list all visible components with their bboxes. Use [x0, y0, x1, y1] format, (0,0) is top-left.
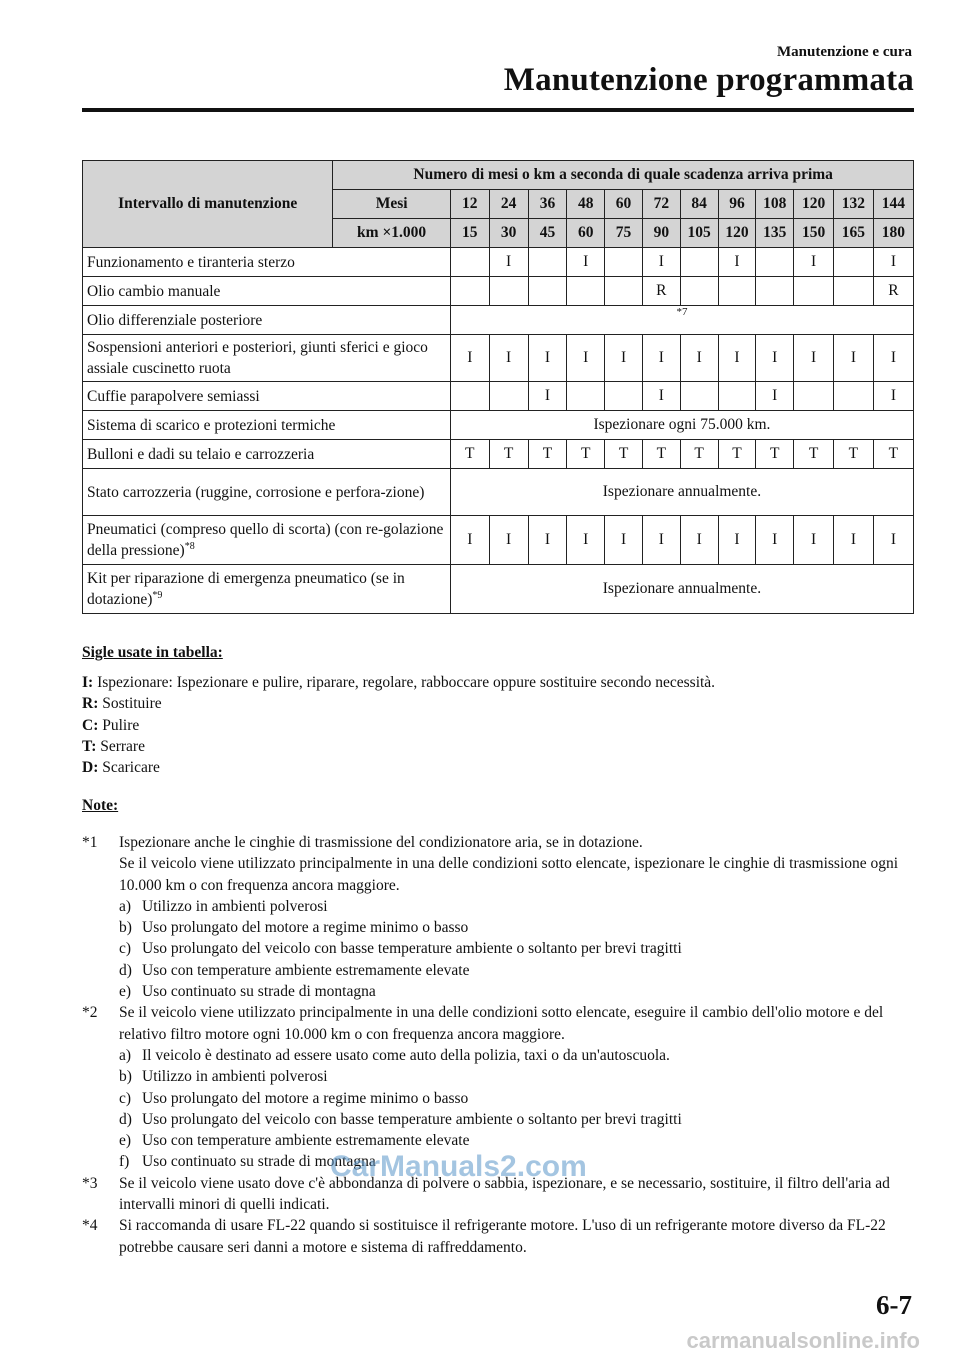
- subitem-letter: a): [119, 897, 132, 915]
- km-header: 90: [642, 219, 680, 248]
- footnote-subitem: [119, 1088, 914, 1109]
- legend-item: [82, 736, 914, 757]
- schedule-cell: [528, 248, 567, 277]
- schedule-cell: I: [489, 335, 528, 382]
- maintenance-item: [83, 565, 451, 614]
- schedule-span-cell: Ispezionare annualmente.: [450, 565, 913, 614]
- table-row: [83, 565, 914, 614]
- schedule-cell: I: [873, 248, 913, 277]
- footnote-ref: *9: [152, 589, 163, 601]
- schedule-cell: I: [873, 516, 913, 565]
- schedule-cell: [567, 382, 605, 411]
- footer-site: carmanualsonline.info: [686, 1328, 920, 1353]
- subitem-letter: d): [119, 1110, 132, 1128]
- footnote-subitem: [119, 1066, 914, 1087]
- legend-title: Sigle usate in tabella:: [82, 644, 223, 661]
- subitem-letter: d): [119, 961, 132, 979]
- month-header: 120: [794, 190, 834, 219]
- month-header: 108: [756, 190, 794, 219]
- legend-key: T:: [82, 737, 97, 755]
- legend-text: Serrare: [100, 737, 145, 755]
- schedule-cell: I: [756, 382, 794, 411]
- legend-item: [82, 693, 914, 714]
- maintenance-item-label: Stato carrozzeria (ruggine, corrosione e perfora-zione): [87, 483, 425, 501]
- footnote-mark: *4: [82, 1217, 98, 1235]
- schedule-cell: [450, 382, 489, 411]
- legend-text: Sostituire: [102, 695, 162, 713]
- maintenance-item-label: Bulloni e dadi su telaio e carrozzeria: [87, 445, 315, 463]
- section-header: Manutenzione e cura: [777, 44, 912, 60]
- interval-header: Numero di mesi o km a seconda di quale scadenza arriva prima: [333, 161, 914, 190]
- maintenance-item: [83, 248, 451, 277]
- month-header: 132: [833, 190, 873, 219]
- footnote-body: [119, 832, 914, 1002]
- maintenance-item: [83, 411, 451, 440]
- schedule-cell: [833, 248, 873, 277]
- schedule-cell: [567, 277, 605, 306]
- footnote-line: Se il veicolo viene utilizzato principalmente in una delle condizioni sotto elencate, eseguire il cambio dell'olio motore e del relativo filtro motore ogni 10.000 km o con frequenza ancora maggiore.: [119, 1004, 884, 1043]
- maintenance-item: [83, 335, 451, 382]
- table-row: [83, 382, 914, 411]
- schedule-cell: I: [756, 335, 794, 382]
- km-label: km ×1.000: [333, 219, 451, 248]
- schedule-cell: I: [567, 248, 605, 277]
- subitem-letter: f): [119, 1153, 130, 1171]
- schedule-cell: [450, 248, 489, 277]
- page-title: Manutenzione programmata: [503, 62, 914, 98]
- month-header: 84: [680, 190, 718, 219]
- schedule-cell: I: [642, 248, 680, 277]
- schedule-cell: [756, 248, 794, 277]
- schedule-cell: I: [833, 335, 873, 382]
- table-row: [83, 440, 914, 469]
- km-header: 30: [489, 219, 528, 248]
- maintenance-item-label: Sospensioni anteriori e posteriori, giunti sferici e gioco assiale cuscinetto ruota: [87, 339, 428, 377]
- km-header: 165: [833, 219, 873, 248]
- km-header: 135: [756, 219, 794, 248]
- schedule-cell: I: [450, 335, 489, 382]
- table-row: [83, 277, 914, 306]
- maintenance-schedule-table: [82, 160, 914, 614]
- schedule-cell: T: [873, 440, 913, 469]
- schedule-cell: I: [489, 248, 528, 277]
- subitem-text: Uso con temperature ambiente estremamente elevate: [142, 961, 470, 979]
- subitem-letter: b): [119, 1068, 132, 1086]
- subitem-text: Utilizzo in ambienti polverosi: [142, 1068, 328, 1086]
- notes-title: Note:: [82, 797, 119, 814]
- legend-text: Ispezionare: Ispezionare e pulire, riparare, regolare, rabboccare oppure sostituire secondo necessità.: [97, 674, 716, 691]
- subitem-text: Uso prolungato del motore a regime minimo o basso: [142, 919, 469, 937]
- schedule-cell: I: [756, 516, 794, 565]
- corner-header: Intervallo di manutenzione: [83, 161, 333, 248]
- subitem-letter: b): [119, 919, 132, 937]
- legend-key: D:: [82, 759, 99, 777]
- km-header: 120: [718, 219, 756, 248]
- schedule-cell: [680, 382, 718, 411]
- table-row: [83, 411, 914, 440]
- table-row: [83, 248, 914, 277]
- maintenance-item: [83, 277, 451, 306]
- legend: [82, 644, 914, 778]
- schedule-cell: [794, 277, 834, 306]
- footnote-body: [119, 1002, 914, 1172]
- schedule-cell: I: [794, 335, 834, 382]
- month-header: 72: [642, 190, 680, 219]
- schedule-cell: T: [450, 440, 489, 469]
- maintenance-item-label: Pneumatici (compreso quello di scorta) (con re-golazione della pressione): [87, 521, 444, 559]
- subitem-text: Uso continuato su strade di montagna: [142, 983, 376, 1001]
- schedule-cell: [680, 248, 718, 277]
- schedule-cell: I: [718, 335, 756, 382]
- footnote-subitem: [119, 981, 914, 1002]
- subitem-letter: e): [119, 983, 132, 1001]
- schedule-cell: I: [794, 248, 834, 277]
- footnote-subitem: [119, 896, 914, 917]
- footnote-line: Ispezionare anche le cinghie di trasmissione del condizionatore aria, se in dotazione.: [119, 834, 643, 851]
- maintenance-item: [83, 306, 451, 335]
- schedule-cell: I: [718, 516, 756, 565]
- schedule-cell: I: [489, 516, 528, 565]
- schedule-cell: T: [489, 440, 528, 469]
- schedule-cell: T: [833, 440, 873, 469]
- legend-item: [82, 715, 914, 736]
- legend-key: I:: [82, 674, 94, 691]
- month-header: 60: [605, 190, 643, 219]
- table-row: [83, 469, 914, 516]
- schedule-cell: [718, 277, 756, 306]
- schedule-cell: I: [873, 335, 913, 382]
- maintenance-item: [83, 440, 451, 469]
- subitem-text: Uso continuato su strade di montagna: [142, 1153, 376, 1171]
- table-header: [83, 161, 914, 248]
- schedule-cell: [718, 382, 756, 411]
- footnote: [82, 1215, 914, 1258]
- header-rule: [82, 108, 914, 112]
- footnote-body: [119, 1215, 914, 1258]
- schedule-cell: [450, 277, 489, 306]
- footnote-line: Se il veicolo viene usato dove c'è abbondanza di polvere o sabbia, ispezionare, e se necessario, sostituire, il filtro dell'aria ad intervalli minori di quelli indicati.: [119, 1174, 890, 1214]
- footnote-mark: *2: [82, 1004, 98, 1022]
- subitem-letter: a): [119, 1046, 132, 1064]
- schedule-cell: I: [642, 516, 680, 565]
- footnote-subitem: [119, 917, 914, 938]
- schedule-cell: I: [680, 335, 718, 382]
- maintenance-item-label: Cuffie parapolvere semiassi: [87, 387, 260, 405]
- month-header: 12: [450, 190, 489, 219]
- km-header: 75: [605, 219, 643, 248]
- schedule-cell: I: [605, 516, 643, 565]
- schedule-cell: [489, 277, 528, 306]
- schedule-cell: I: [528, 516, 567, 565]
- footnote-subitem: [119, 1130, 914, 1151]
- maintenance-item: [83, 516, 451, 565]
- table-row: [83, 335, 914, 382]
- schedule-cell: I: [680, 516, 718, 565]
- schedule-cell: I: [718, 248, 756, 277]
- subitem-text: Uso prolungato del motore a regime minimo o basso: [142, 1089, 469, 1107]
- footnote-ref: *8: [184, 540, 195, 552]
- months-label: Mesi: [333, 190, 451, 219]
- footnote-subitem: [119, 960, 914, 981]
- legend-text: Pulire: [102, 716, 140, 734]
- schedule-cell: T: [528, 440, 567, 469]
- schedule-cell: T: [642, 440, 680, 469]
- subitem-letter: e): [119, 1132, 132, 1150]
- maintenance-item: [83, 382, 451, 411]
- km-header: 45: [528, 219, 567, 248]
- schedule-cell: T: [567, 440, 605, 469]
- footnote-subitem: [119, 938, 914, 959]
- footnote-mark: *3: [82, 1174, 98, 1192]
- table-body: [83, 248, 914, 614]
- schedule-cell: I: [873, 382, 913, 411]
- subitem-text: Uso prolungato del veicolo con basse temperature ambiente o soltanto per brevi tragitti: [142, 940, 682, 958]
- schedule-cell: I: [567, 335, 605, 382]
- month-header: 144: [873, 190, 913, 219]
- km-header: 15: [450, 219, 489, 248]
- footnote-subitem: [119, 1109, 914, 1130]
- footnote-line: Si raccomanda di usare FL-22 quando si sostituisce il refrigerante motore. L'uso di un refrigerante motore diverso da FL-22 potrebbe causare seri danni a motore e sistema di raffreddamento.: [119, 1217, 886, 1256]
- schedule-cell: [756, 277, 794, 306]
- legend-key: R:: [82, 695, 99, 713]
- km-header: 150: [794, 219, 834, 248]
- table-row: [83, 306, 914, 335]
- page-number: 6-7: [876, 1290, 912, 1320]
- km-header: 180: [873, 219, 913, 248]
- month-header: 24: [489, 190, 528, 219]
- km-header: 105: [680, 219, 718, 248]
- schedule-span-cell: Ispezionare annualmente.: [450, 469, 913, 516]
- maintenance-item-label: Olio cambio manuale: [87, 282, 221, 300]
- footnote-subitem: [119, 1045, 914, 1066]
- schedule-cell: T: [718, 440, 756, 469]
- schedule-cell: [605, 277, 643, 306]
- footnote-line: Se il veicolo viene utilizzato principalmente in una delle condizioni sotto elencate, ispezionare le cinghie di trasmissione ogni 10.000 km o con frequenza ancora maggiore.: [119, 855, 899, 894]
- maintenance-item-label: Funzionamento e tiranteria sterzo: [87, 253, 295, 271]
- month-header: 48: [567, 190, 605, 219]
- footnote: [82, 832, 914, 1002]
- subitem-text: Il veicolo è destinato ad essere usato come auto della polizia, taxi o da un'autoscuola.: [142, 1046, 670, 1064]
- schedule-cell: I: [642, 382, 680, 411]
- schedule-cell: [605, 248, 643, 277]
- schedule-cell: [833, 277, 873, 306]
- schedule-cell: T: [680, 440, 718, 469]
- schedule-cell: I: [450, 516, 489, 565]
- schedule-cell: [489, 382, 528, 411]
- subitem-letter: c): [119, 940, 132, 958]
- legend-items: [82, 672, 914, 778]
- legend-text: Scaricare: [102, 759, 160, 777]
- month-header: 96: [718, 190, 756, 219]
- schedule-cell: [680, 277, 718, 306]
- table-row: [83, 516, 914, 565]
- maintenance-item-label: Sistema di scarico e protezioni termiche: [87, 416, 336, 434]
- footnote-mark: *1: [82, 834, 98, 851]
- schedule-cell: T: [756, 440, 794, 469]
- schedule-cell: [605, 382, 643, 411]
- subitem-letter: c): [119, 1089, 132, 1107]
- schedule-cell: [528, 277, 567, 306]
- legend-item: [82, 672, 914, 693]
- schedule-cell: R: [873, 277, 913, 306]
- schedule-cell: I: [605, 335, 643, 382]
- subitem-text: Utilizzo in ambienti polverosi: [142, 897, 328, 915]
- legend-key: C:: [82, 716, 99, 734]
- schedule-cell: I: [794, 516, 834, 565]
- schedule-cell: [833, 382, 873, 411]
- footnote: [82, 1002, 914, 1172]
- maintenance-item: [83, 469, 451, 516]
- subitem-text: Uso con temperature ambiente estremamente elevate: [142, 1132, 470, 1150]
- schedule-cell: T: [794, 440, 834, 469]
- schedule-cell: I: [833, 516, 873, 565]
- schedule-cell: I: [528, 382, 567, 411]
- schedule-span-cell: Ispezionare ogni 75.000 km.: [450, 411, 913, 440]
- schedule-cell: R: [642, 277, 680, 306]
- km-header: 60: [567, 219, 605, 248]
- subitem-text: Uso prolungato del veicolo con basse temperature ambiente o soltanto per brevi tragitti: [142, 1110, 682, 1128]
- watermark: CarManuals2.com: [330, 1150, 587, 1183]
- maintenance-item-label: Olio differenziale posteriore: [87, 311, 263, 329]
- maintenance-item-label: Kit per riparazione di emergenza pneumatico (se in dotazione): [87, 570, 405, 608]
- schedule-footnote-cell: *7: [450, 306, 913, 335]
- schedule-cell: T: [605, 440, 643, 469]
- legend-item: [82, 757, 914, 778]
- month-header: 36: [528, 190, 567, 219]
- schedule-cell: I: [567, 516, 605, 565]
- schedule-cell: [794, 382, 834, 411]
- notes-list: [82, 832, 914, 1258]
- schedule-cell: I: [642, 335, 680, 382]
- schedule-cell: I: [528, 335, 567, 382]
